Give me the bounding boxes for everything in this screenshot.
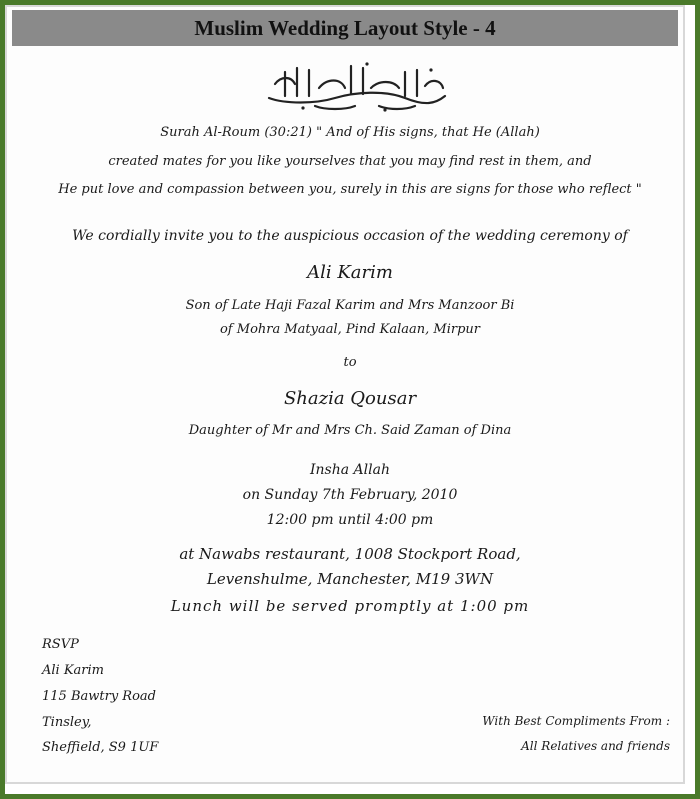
compliments-line-1: With Best Compliments From : [482,714,670,728]
verse-line-2: created mates for you like yourselves that you may find rest in them, and [108,154,592,169]
venue-line-1: at Nawabs restaurant, 1008 Stockport Road, [179,545,521,563]
event-time: 12:00 pm until 4:00 pm [266,512,434,528]
bride-parents: Daughter of Mr and Mrs Ch. Said Zaman of Dina [188,423,512,438]
verse-line-3: He put love and compassion between you, surely in this are signs for those who reflect " [58,182,642,197]
rsvp-label: RSVP [42,637,79,652]
rsvp-address-1: 115 Bawtry Road [42,689,156,704]
event-date: on Sunday 7th February, 2010 [242,487,458,503]
compliments-line-2: All Relatives and friends [521,739,670,753]
bride-name: Shazia Qousar [283,388,417,409]
insha-allah: Insha Allah [310,462,390,478]
rsvp-address-3: Sheffield, S9 1UF [42,740,159,755]
groom-origin: of Mohra Matyaal, Pind Kalaan, Mirpur [219,322,480,337]
title-banner [12,10,678,46]
lunch-notice: Lunch will be served promptly at 1:00 pm [170,597,530,615]
rsvp-address-2: Tinsley, [42,715,92,730]
verse-line-1: Surah Al-Roum (30:21) " And of His signs, that He (Allah) [160,125,540,140]
rsvp-name: Ali Karim [42,663,104,678]
venue-line-2: Levenshulme, Manchester, M19 3WN [206,570,494,588]
groom-parents: Son of Late Haji Fazal Karim and Mrs Manzoor Bi [185,298,515,313]
groom-name: Ali Karim [307,262,393,283]
page-title: Muslim Wedding Layout Style - 4 [194,15,496,40]
bismillah-text: بسم الله الرحمن الرحيم [349,88,361,89]
to-connector: to [343,355,357,370]
bismillah-calligraphy [255,58,455,114]
invitation-intro: We cordially invite you to the auspicious occasion of the wedding ceremony of [72,228,628,244]
